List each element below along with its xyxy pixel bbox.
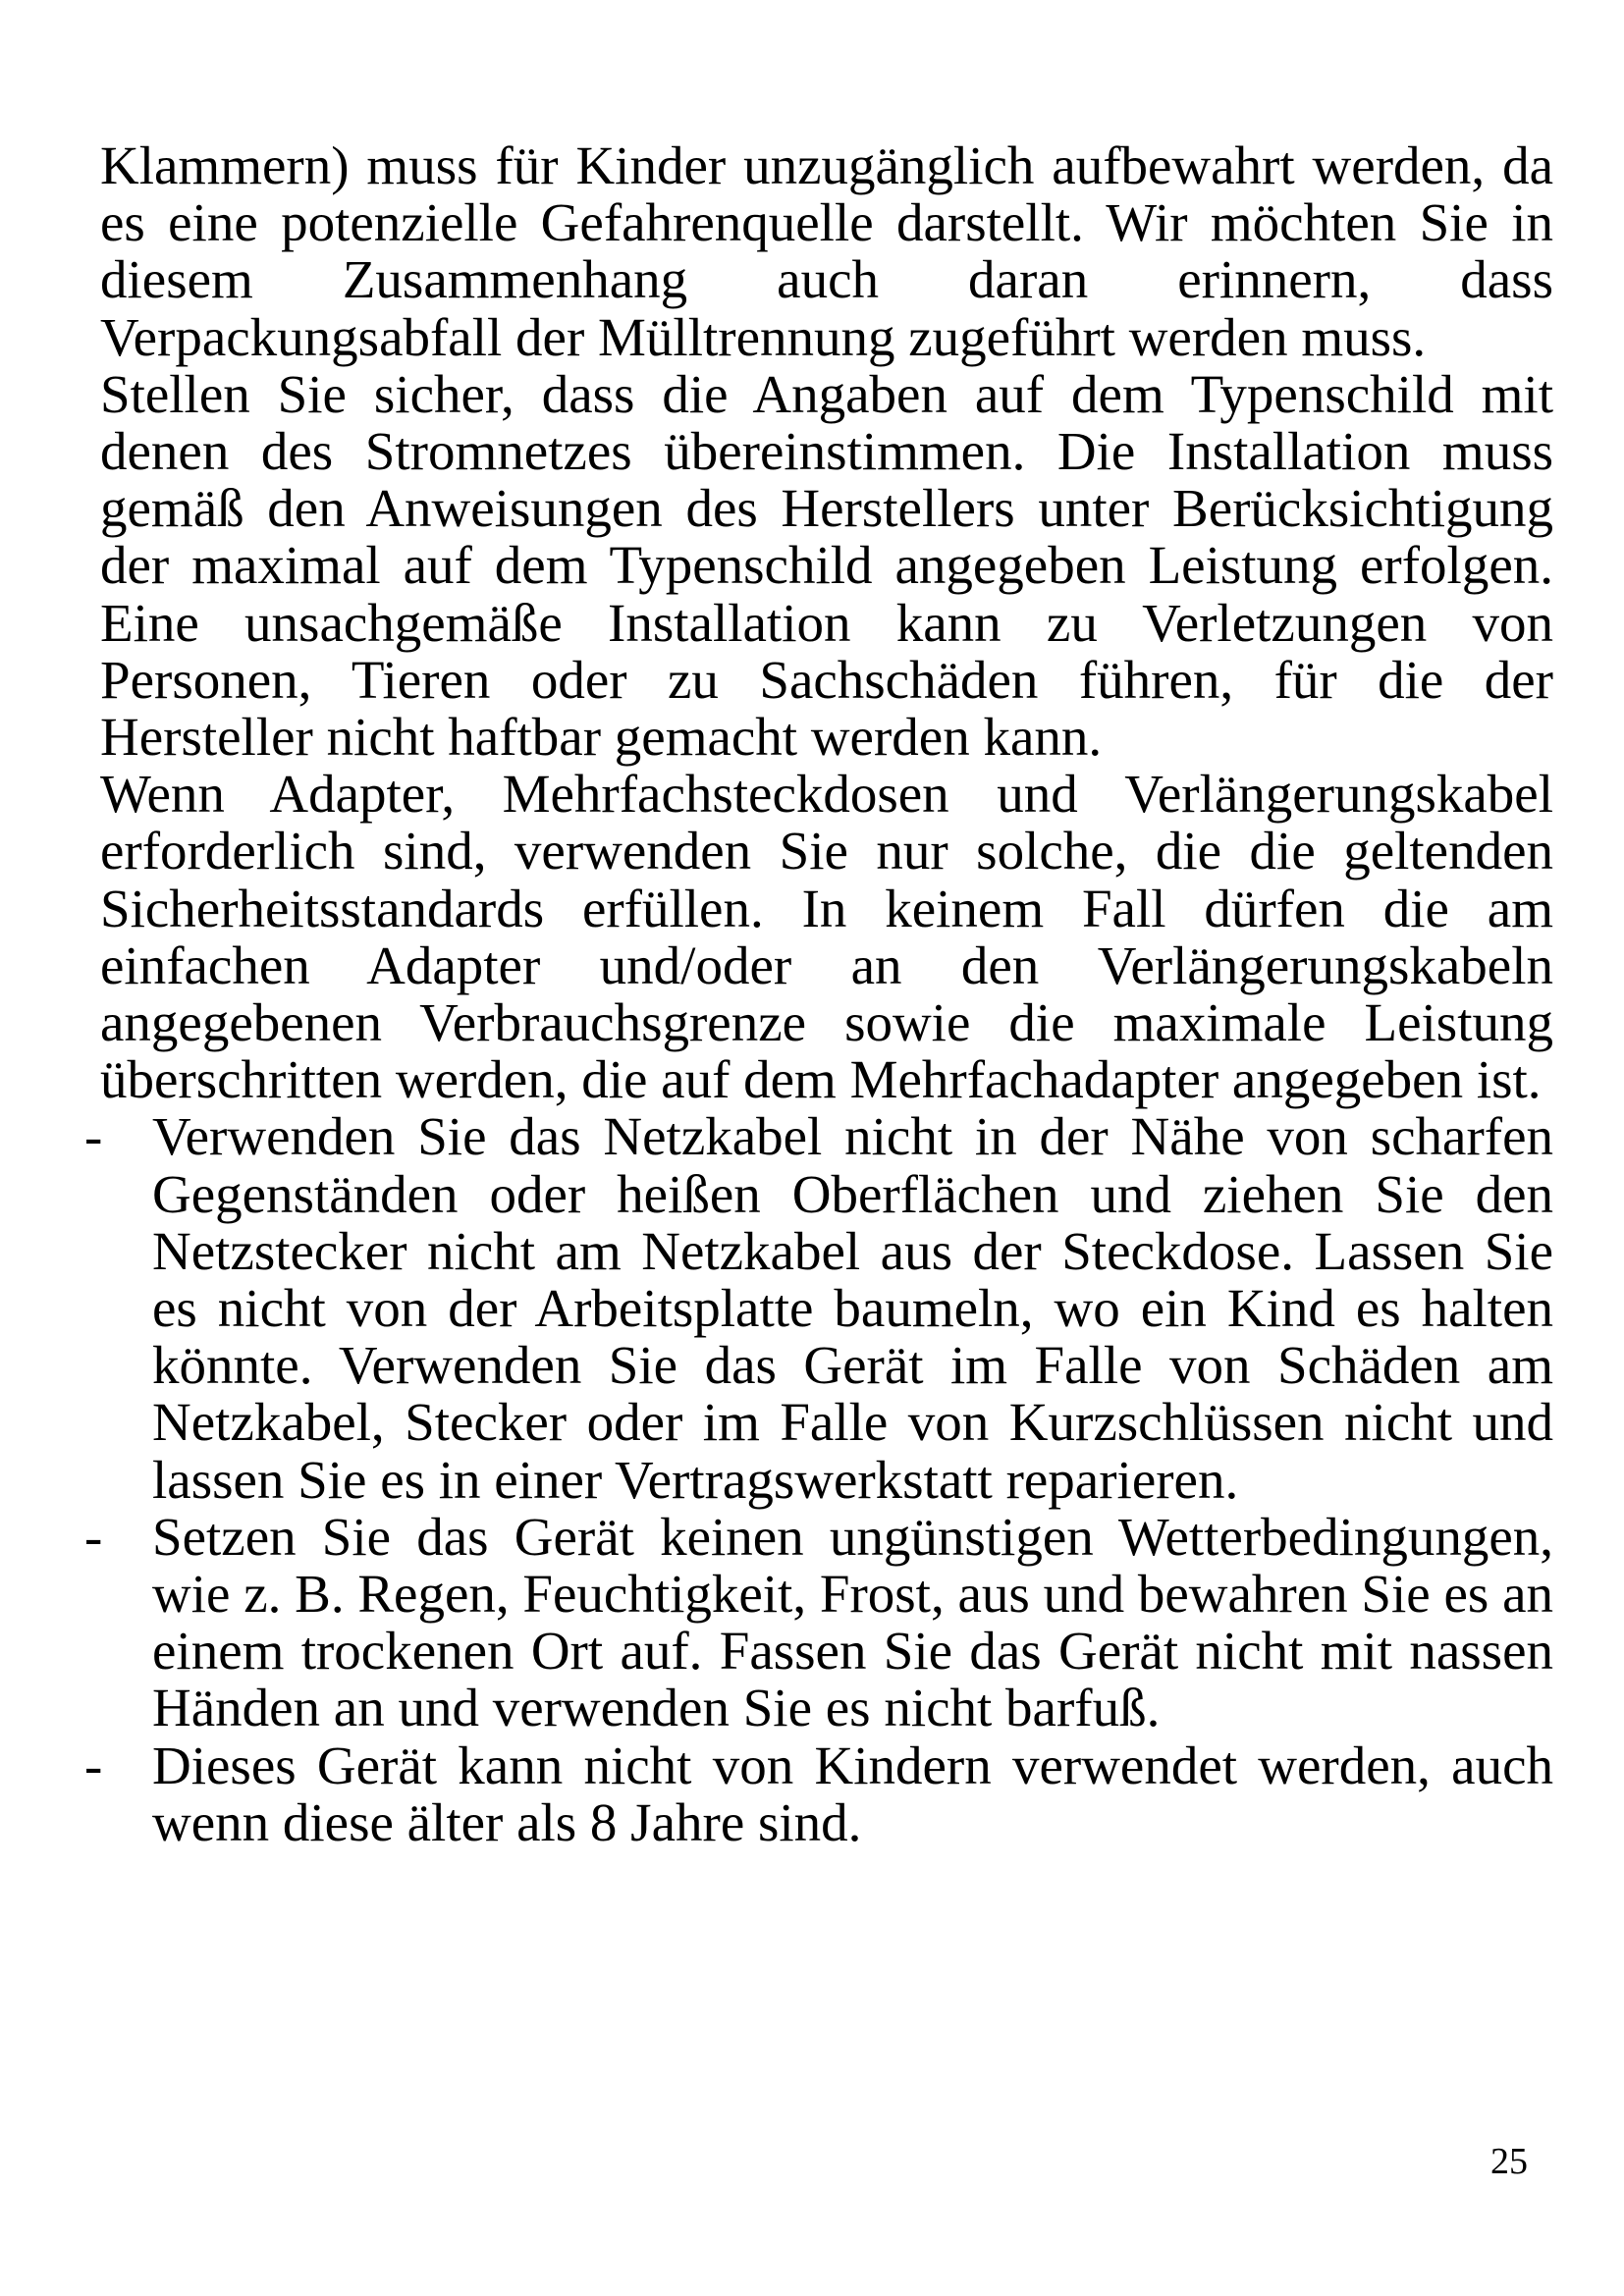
list-item-power-cord — [84, 1106, 1553, 1510]
bullet-text: Dieses Gerät kann nicht von Kindern verwendet werden, auch wenn diese älter als 8 Jahre sind. — [152, 1735, 1553, 1852]
list-item-children — [84, 1735, 1553, 1852]
list-item-weather — [84, 1506, 1553, 1738]
bullet-dash: - — [84, 1106, 103, 1167]
bullet-text: Setzen Sie das Gerät keinen ungünstigen Wetterbedingungen, wie z. B. Regen, Feuchtigkeit, Frost, aus und bewahren Sie es an einem trockenen Ort auf. Fassen Sie das Gerät nicht mit nassen Händen an und verwenden Sie es nicht barfuß. — [152, 1506, 1553, 1738]
bullet-text: Verwenden Sie das Netzkabel nicht in der Nähe von scharfen Gegenständen oder heißen Oberflächen und ziehen Sie den Netzstecker nicht am Netzkabel aus der Steckdose. Lassen Sie es nicht von der Arbeitsplatte baumeln, wo ein Kind es halten könnte. Verwenden Sie das Gerät im Falle von Schäden am Netzkabel, Stecker oder im Falle von Kurzschlüssen nicht und lassen Sie es in einer Vertragswerkstatt reparieren. — [152, 1106, 1553, 1510]
paragraph-adapters: Wenn Adapter, Mehrfachsteckdosen und Verlängerungskabel erforderlich sind, verwenden Sie nur solche, die die geltenden Sicherheitsstandards erfüllen. In keinem Fall dürfen die am einfachen Adapter und/oder an den Verlängerungskabeln angegebenen Verbrauchsgrenze sowie die maximale Leistung überschritten werden, die auf dem Mehrfachadapter angegeben ist. — [100, 764, 1553, 1110]
document-body — [84, 135, 1553, 1852]
bullet-dash: - — [84, 1506, 103, 1567]
bullet-dash: - — [84, 1735, 103, 1795]
page-number: 25 — [1490, 2141, 1528, 2182]
paragraph-packaging: Klammern) muss für Kinder unzugänglich aufbewahrt werden, da es eine potenzielle Gefahrenquelle darstellt. Wir möchten Sie in diesem Zusammenhang auch daran erinnern, dass Verpackungsabfall der Mülltrennung zugeführt werden muss. — [100, 135, 1553, 367]
paragraph-type-plate: Stellen Sie sicher, dass die Angaben auf dem Typenschild mit denen des Stromnetzes übereinstimmen. Die Installation muss gemäß den Anweisungen des Herstellers unter Berücksichtigung der maximal auf dem Typenschild angegeben Leistung erfolgen. Eine unsachgemäße Installation kann zu Verletzungen von Personen, Tieren oder zu Sachschäden führen, für die der Hersteller nicht haftbar gemacht werden kann. — [100, 363, 1553, 768]
